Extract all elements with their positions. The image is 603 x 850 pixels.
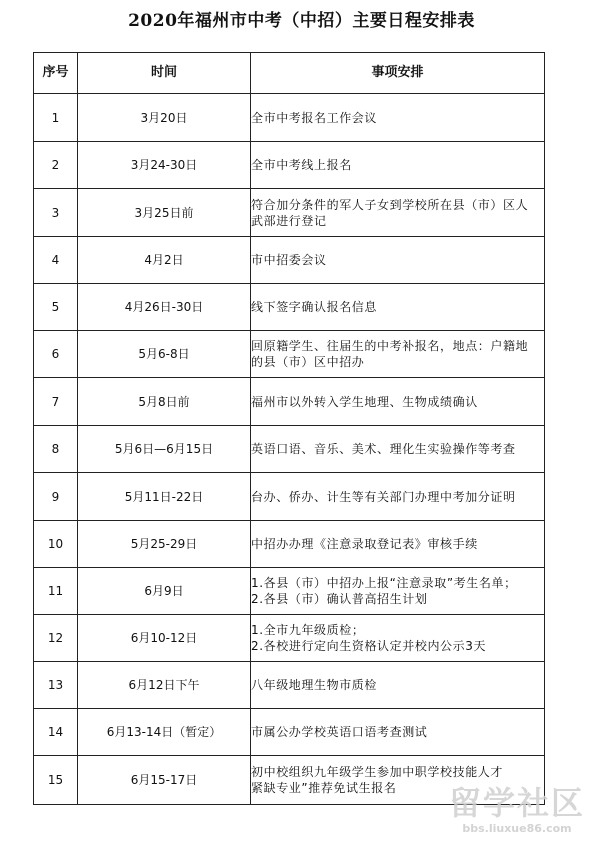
row-item-line: 全市中考报名工作会议 bbox=[251, 110, 378, 125]
row-item bbox=[251, 709, 545, 756]
row-time: 5月8日前 bbox=[78, 378, 251, 426]
row-time: 3月25日前 bbox=[78, 189, 251, 237]
table-row bbox=[34, 331, 545, 378]
row-item bbox=[251, 378, 545, 426]
table-row bbox=[34, 426, 545, 473]
schedule-table bbox=[33, 52, 545, 805]
row-item-line: 1.全市九年级质检； bbox=[251, 623, 365, 637]
row-item-line: 全市中考线上报名 bbox=[251, 158, 352, 172]
row-number: 11 bbox=[34, 568, 78, 615]
table-row bbox=[34, 378, 545, 426]
row-number: 2 bbox=[34, 142, 78, 189]
row-time: 5月6日—6月15日 bbox=[78, 426, 251, 473]
row-item bbox=[251, 473, 545, 521]
table-row bbox=[34, 521, 545, 568]
table-row bbox=[34, 473, 545, 521]
row-time: 6月9日 bbox=[78, 568, 251, 615]
row-item bbox=[251, 284, 545, 331]
row-time: 5月25-29日 bbox=[78, 521, 251, 568]
row-item-line: 台办、侨办、计生等有关部门办理中考加分证明 bbox=[251, 489, 516, 504]
row-item bbox=[251, 615, 545, 662]
row-time: 5月6-8日 bbox=[78, 331, 251, 378]
row-item-line: 初中校组织九年级学生参加中职学校技能人才 bbox=[251, 765, 504, 779]
header-no: 序号 bbox=[34, 53, 78, 94]
table-row bbox=[34, 568, 545, 615]
row-item bbox=[251, 94, 545, 142]
row-item bbox=[251, 568, 545, 615]
row-time: 6月15-17日 bbox=[78, 756, 251, 805]
row-item-line: 1.各县（市）中招办上报“注意录取”考生名单； bbox=[251, 576, 517, 590]
row-number: 1 bbox=[34, 94, 78, 142]
table-row bbox=[34, 94, 545, 142]
row-time: 3月20日 bbox=[78, 94, 251, 142]
row-number: 3 bbox=[34, 189, 78, 237]
row-number: 9 bbox=[34, 473, 78, 521]
row-time: 5月11日-22日 bbox=[78, 473, 251, 521]
row-item-line: 市属公办学校英语口语考查测试 bbox=[251, 725, 428, 739]
row-item-line: 中招办办理《注意录取登记表》审核手续 bbox=[251, 537, 478, 551]
row-number: 8 bbox=[34, 426, 78, 473]
table-row bbox=[34, 189, 545, 237]
row-item bbox=[251, 189, 545, 237]
table-row bbox=[34, 709, 545, 756]
header-time: 时间 bbox=[78, 53, 251, 94]
row-number: 15 bbox=[34, 756, 78, 805]
watermark-logo bbox=[437, 784, 597, 844]
row-number: 6 bbox=[34, 331, 78, 378]
row-number: 12 bbox=[34, 615, 78, 662]
table-row bbox=[34, 237, 545, 284]
row-item bbox=[251, 142, 545, 189]
table-header-row bbox=[34, 53, 545, 94]
row-item-line: 2.各县（市）确认普高招生计划 bbox=[251, 592, 428, 606]
row-item-line: 武部进行登记 bbox=[251, 213, 327, 228]
row-item-line: 符合加分条件的军人子女到学校所在县（市）区人 bbox=[251, 197, 529, 212]
row-number: 10 bbox=[34, 521, 78, 568]
row-time: 4月2日 bbox=[78, 237, 251, 284]
row-time: 3月24-30日 bbox=[78, 142, 251, 189]
row-number: 14 bbox=[34, 709, 78, 756]
page-title: 2020年福州市中考（中招）主要日程安排表 bbox=[128, 11, 475, 31]
row-time: 4月26日-30日 bbox=[78, 284, 251, 331]
row-item-line: 回原籍学生、往届生的中考补报名，地点：户籍地 bbox=[251, 339, 529, 353]
table-row bbox=[34, 142, 545, 189]
table-row bbox=[34, 615, 545, 662]
row-number: 7 bbox=[34, 378, 78, 426]
row-item bbox=[251, 237, 545, 284]
row-time: 6月13-14日（暂定） bbox=[78, 709, 251, 756]
watermark-text: 留学社区 bbox=[448, 784, 585, 822]
row-item bbox=[251, 662, 545, 709]
row-item-line: 紧缺专业”推荐免试生报名 bbox=[251, 781, 397, 795]
row-item bbox=[251, 426, 545, 473]
row-item-line: 线下签字确认报名信息 bbox=[251, 300, 378, 314]
watermark-url: bbs.liuxue86.com bbox=[462, 822, 572, 835]
row-item-line: 的县（市）区中招办 bbox=[251, 355, 365, 369]
row-item bbox=[251, 521, 545, 568]
row-number: 5 bbox=[34, 284, 78, 331]
row-item-line: 英语口语、音乐、美术、理化生实验操作等考查 bbox=[251, 442, 516, 456]
row-item bbox=[251, 331, 545, 378]
row-time: 6月10-12日 bbox=[78, 615, 251, 662]
row-item-line: 市中招委会议 bbox=[251, 253, 327, 267]
row-time: 6月12日下午 bbox=[78, 662, 251, 709]
row-item-line: 2.各校进行定向生资格认定并校内公示3天 bbox=[251, 639, 487, 653]
row-number: 13 bbox=[34, 662, 78, 709]
row-number: 4 bbox=[34, 237, 78, 284]
table-row bbox=[34, 284, 545, 331]
table-row bbox=[34, 662, 545, 709]
row-item-line: 八年级地理生物市质检 bbox=[251, 678, 378, 692]
header-item: 事项安排 bbox=[251, 53, 545, 94]
row-item-line: 福州市以外转入学生地理、生物成绩确认 bbox=[251, 394, 478, 409]
